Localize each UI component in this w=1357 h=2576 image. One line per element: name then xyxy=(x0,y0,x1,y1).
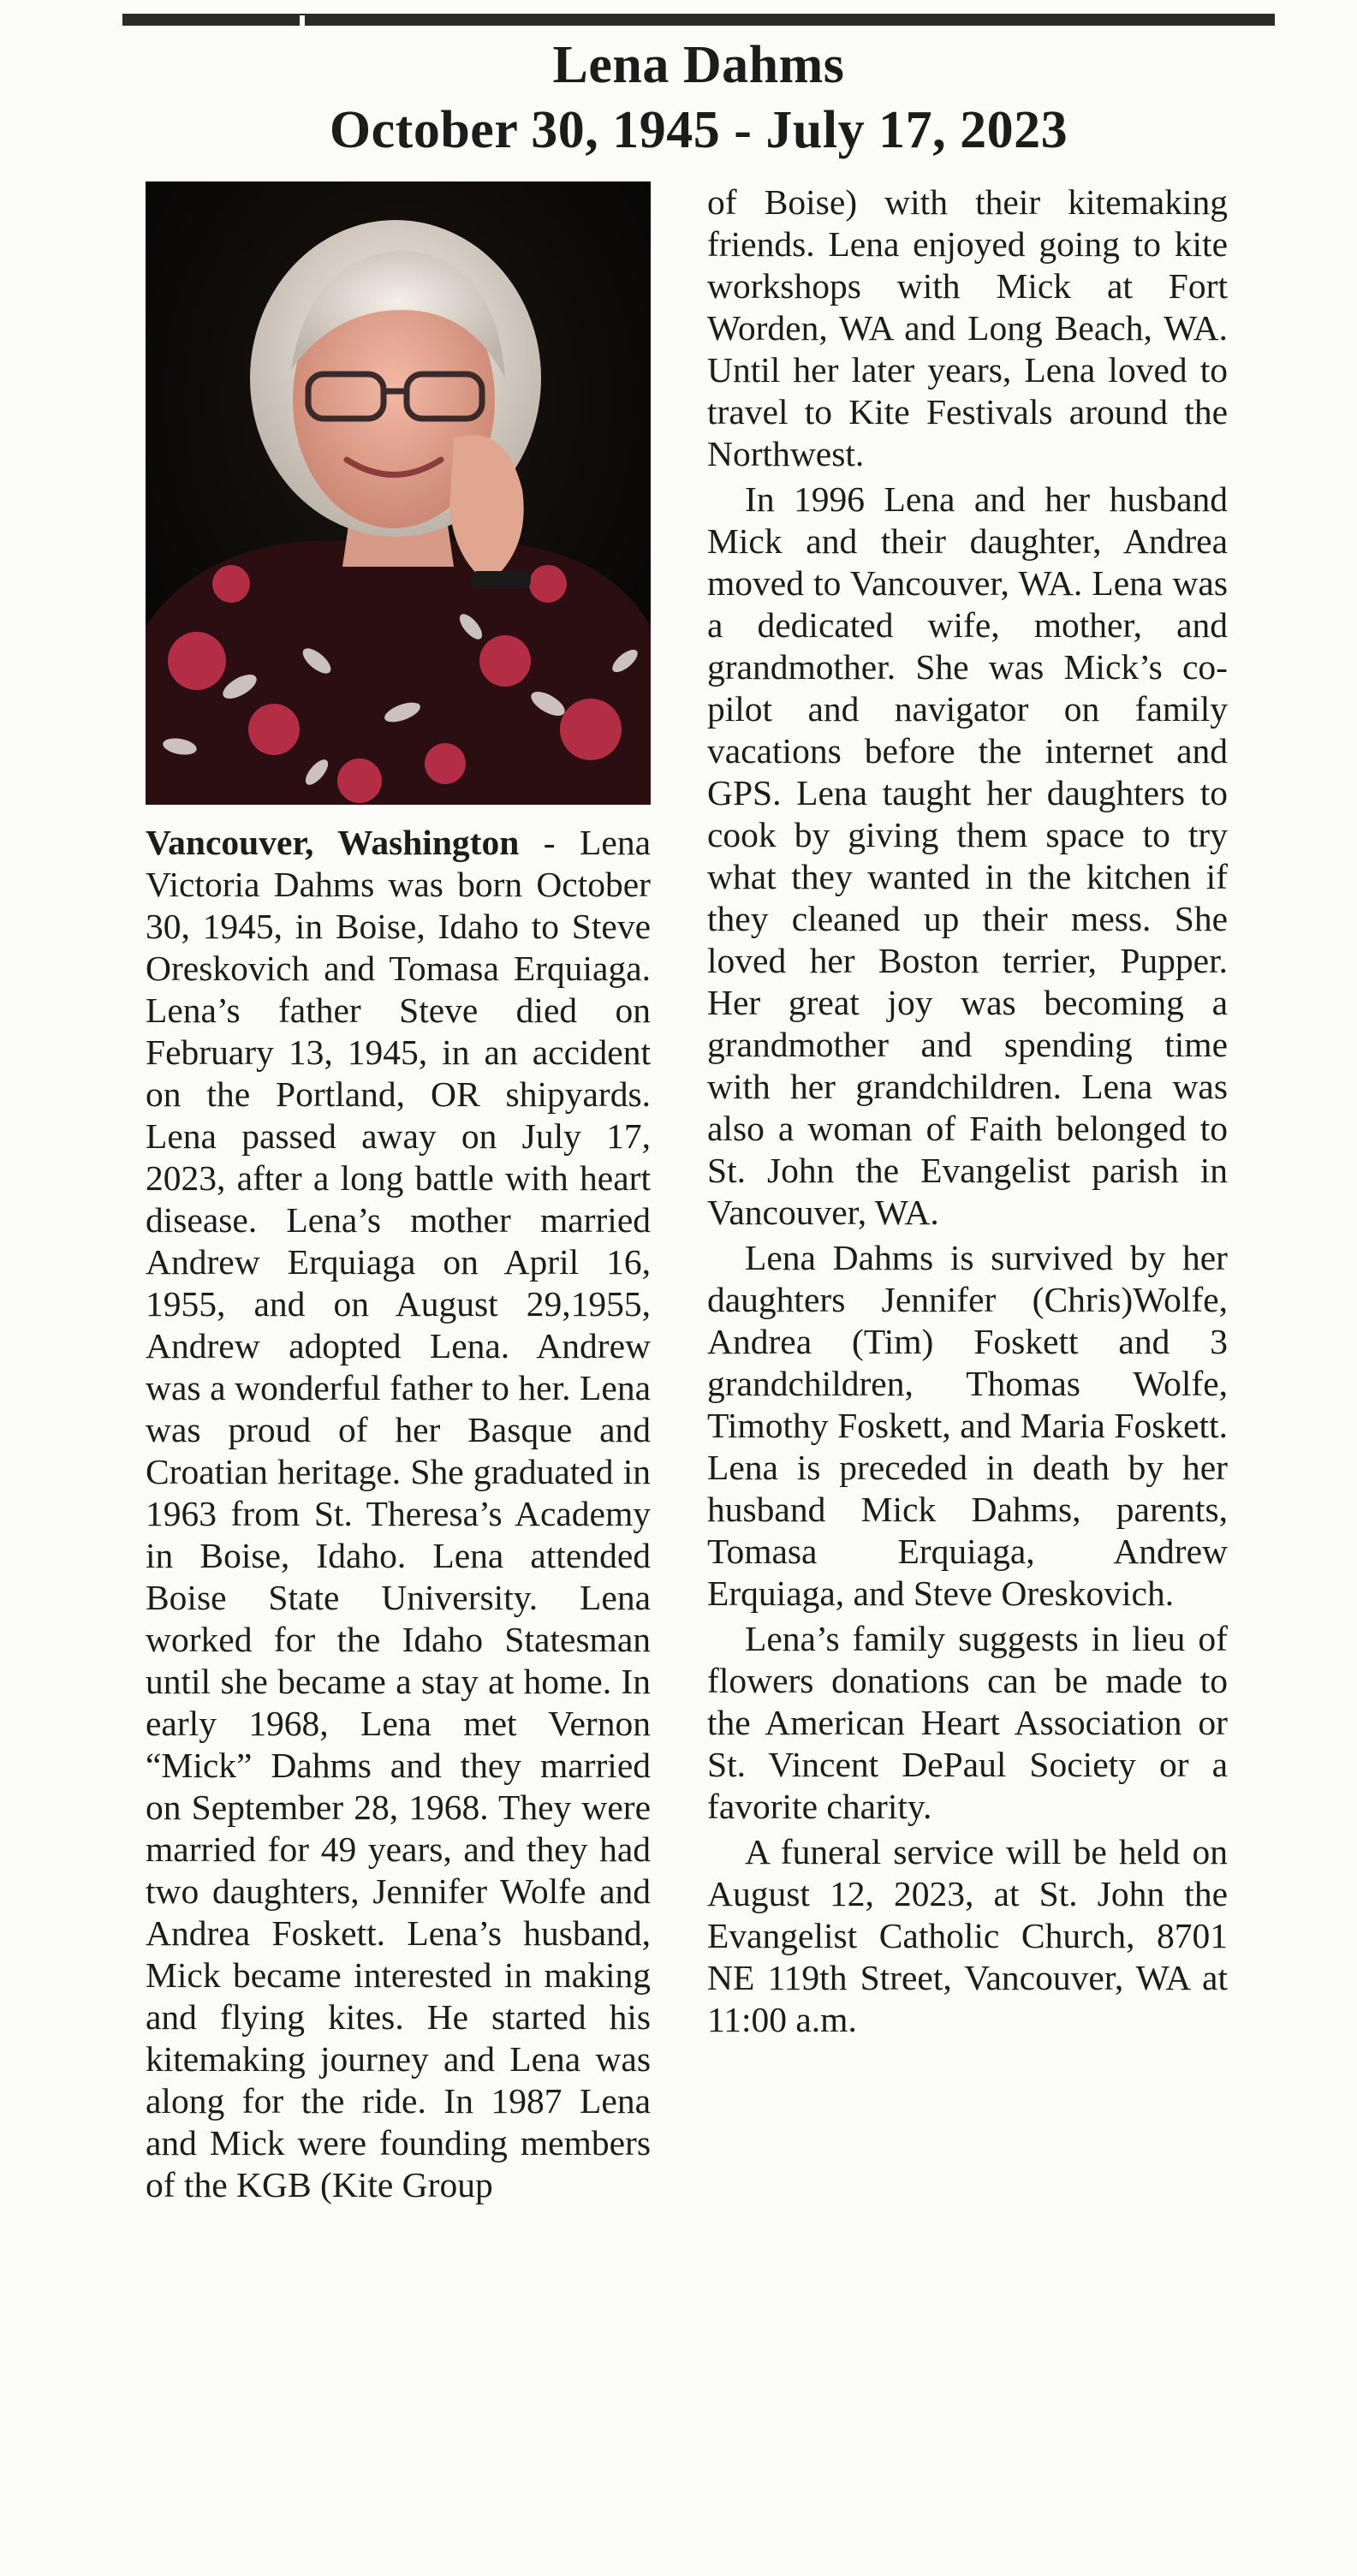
right-column xyxy=(707,181,1228,2044)
survivors-paragraph: Lena Dahms is survived by her daughters Jennifer (Chris)Wolfe, Andrea (Tim) Foskett and 3 grandchildren, Thomas Wolfe, Timothy Foskett, and Maria Foskett. Lena is preceded in death by her husband Mick Dahms, parents, Tomasa Erquiaga, Andrew Erquiaga, and Steve Oreskovich. xyxy=(707,1238,1228,1613)
life-dates: October 30, 1945 - July 17, 2023 xyxy=(329,101,1068,159)
top-rule xyxy=(122,14,1275,26)
funeral-service-paragraph: A funeral service will be held on August 12, 2023, at St. John the Evangelist Catholic Church, 8701 NE 119th Street, Vancouver, WA at 11:00 a.m. xyxy=(707,1832,1228,2039)
opening-text: - Lena Victoria Dahms was born October 30, 1945, in Boise, Idaho to Steve Oreskovich and Tomasa Erquiaga. Lena’s father Steve died on February 13, 1945, in an accident on the Portland, OR shipyards. Lena passed away on July 17, 2023, after a long battle with heart disease. Lena’s mother married Andrew Erquiaga on April 16, 1955, and on August 29,1955, Andrew adopted Lena. Andrew was a wonderful father to her. Lena was proud of her Basque and Croatian heritage. She graduated in 1963 from St. Theresa’s Academy in Boise, Idaho. Lena attended Boise State University. Lena worked for the Idaho Statesman until she became a stay at home. In early 1968, Lena met Vernon “Mick” Dahms and they married on September 28, 1968. They were married for 49 years, and they had two daughters, Jennifer Wolfe and Andrea Foskett. Lena’s husband, Mick became interested in making and flying kites. He started his kitemaking journey and Lena was along for the ride. In 1987 Lena and Mick were founding members of the KGB (Kite Group xyxy=(146,823,651,2204)
family-life-paragraph: In 1996 Lena and her husband Mick and their daughter, Andrea moved to Vancouver, WA. Lena was a dedicated wife, mother, and grandmother. She was Mick’s co-pilot and navigator on family vacations before the internet and GPS. Lena taught her daughters to cook by giving them space to try what they wanted in the kitchen if they cleaned up their mess. She loved her Boston terrier, Pupper. Her great joy was becoming a grandmother and spending time with her grandchildren. Lena was also a woman of Faith belonged to St. John the Evangelist parish in Vancouver, WA. xyxy=(707,479,1228,1232)
portrait-illustration xyxy=(146,181,651,805)
deceased-name: Lena Dahms xyxy=(552,36,845,94)
obituary-header xyxy=(122,33,1275,163)
top-rule-notch xyxy=(300,15,305,26)
continuation-paragraph: of Boise) with their kitemaking friends. Lena enjoyed going to kite workshops with Mick at Fort Worden, WA and Long Beach, WA. Until her later years, Lena loved to travel to Kite Festivals around the Northwest. xyxy=(707,182,1228,473)
left-column xyxy=(146,822,651,2210)
donations-paragraph: Lena’s family suggests in lieu of flowers donations can be made to the American Heart Association or St. Vincent DePaul Society or a favorite charity. xyxy=(707,1619,1228,1826)
opening-paragraph xyxy=(146,822,651,2206)
dateline: Vancouver, Washington xyxy=(146,823,520,862)
portrait-photo xyxy=(146,181,651,805)
